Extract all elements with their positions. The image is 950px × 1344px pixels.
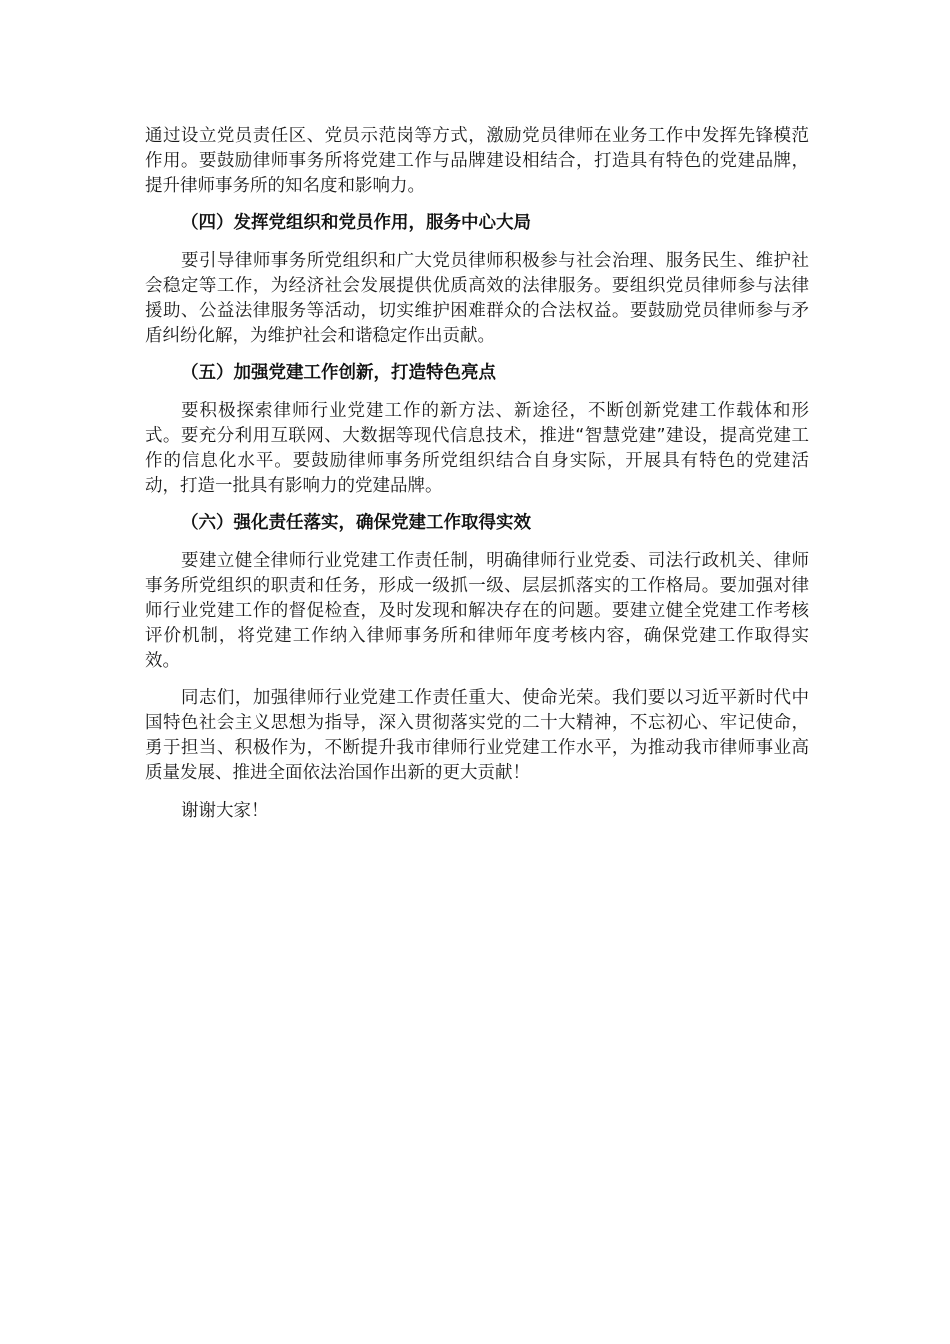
document-body — [145, 124, 809, 824]
paragraph-spacer — [145, 536, 809, 549]
section-6-paragraph: 要建立健全律师行业党建工作责任制，明确律师行业党委、司法行政机关、律师事务所党组织的职责和任务，形成一级抓一级、层层抓落实的工作格局。要加强对律师行业党建工作的督促检查，及时发现和解决存在的问题。要建立健全党建工作考核评价机制，将党建工作纳入律师事务所和律师年度考核内容，确保党建工作取得实效。 — [145, 551, 809, 671]
section-heading-5: （五）加强党建工作创新，打造特色亮点 — [181, 363, 496, 383]
paragraph-spacer — [145, 674, 809, 686]
paragraph-spacer — [145, 499, 809, 511]
paragraph-spacer — [145, 786, 809, 799]
paragraph-spacer — [145, 236, 809, 249]
thanks-line: 谢谢大家！ — [181, 801, 269, 821]
closing-paragraph: 同志们，加强律师行业党建工作责任重大、使命光荣。我们要以习近平新时代中国特色社会主义思想为指导，深入贯彻落实党的二十大精神，不忘初心、牢记使命，勇于担当、积极作为，不断提升我市律师行业党建工作水平，为推动我市律师事业高质量发展、推进全面依法治国作出新的更大贡献！ — [145, 688, 809, 783]
paragraph-spacer — [145, 349, 809, 361]
paragraph-spacer — [145, 199, 809, 211]
paragraph-continuation: 通过设立党员责任区、党员示范岗等方式，激励党员律师在业务工作中发挥先锋模范作用。要鼓励律师事务所将党建工作与品牌建设相结合，打造具有特色的党建品牌，提升律师事务所的知名度和影响力。 — [145, 126, 809, 196]
section-4-paragraph: 要引导律师事务所党组织和广大党员律师积极参与社会治理、服务民生、维护社会稳定等工作，为经济社会发展提供优质高效的法律服务。要组织党员律师参与法律援助、公益法律服务等活动，切实维护困难群众的合法权益。要鼓励党员律师参与矛盾纠纷化解，为维护社会和谐稳定作出贡献。 — [145, 251, 809, 346]
section-5-paragraph: 要积极探索律师行业党建工作的新方法、新途径，不断创新党建工作载体和形式。要充分利用互联网、大数据等现代信息技术，推进“智慧党建”建设，提高党建工作的信息化水平。要鼓励律师事务所党组织结合自身实际，开展具有特色的党建活动，打造一批具有影响力的党建品牌。 — [145, 401, 809, 496]
paragraph-spacer — [145, 386, 809, 399]
section-heading-6: （六）强化责任落实，确保党建工作取得实效 — [181, 513, 531, 533]
section-heading-4: （四）发挥党组织和党员作用，服务中心大局 — [181, 213, 531, 233]
